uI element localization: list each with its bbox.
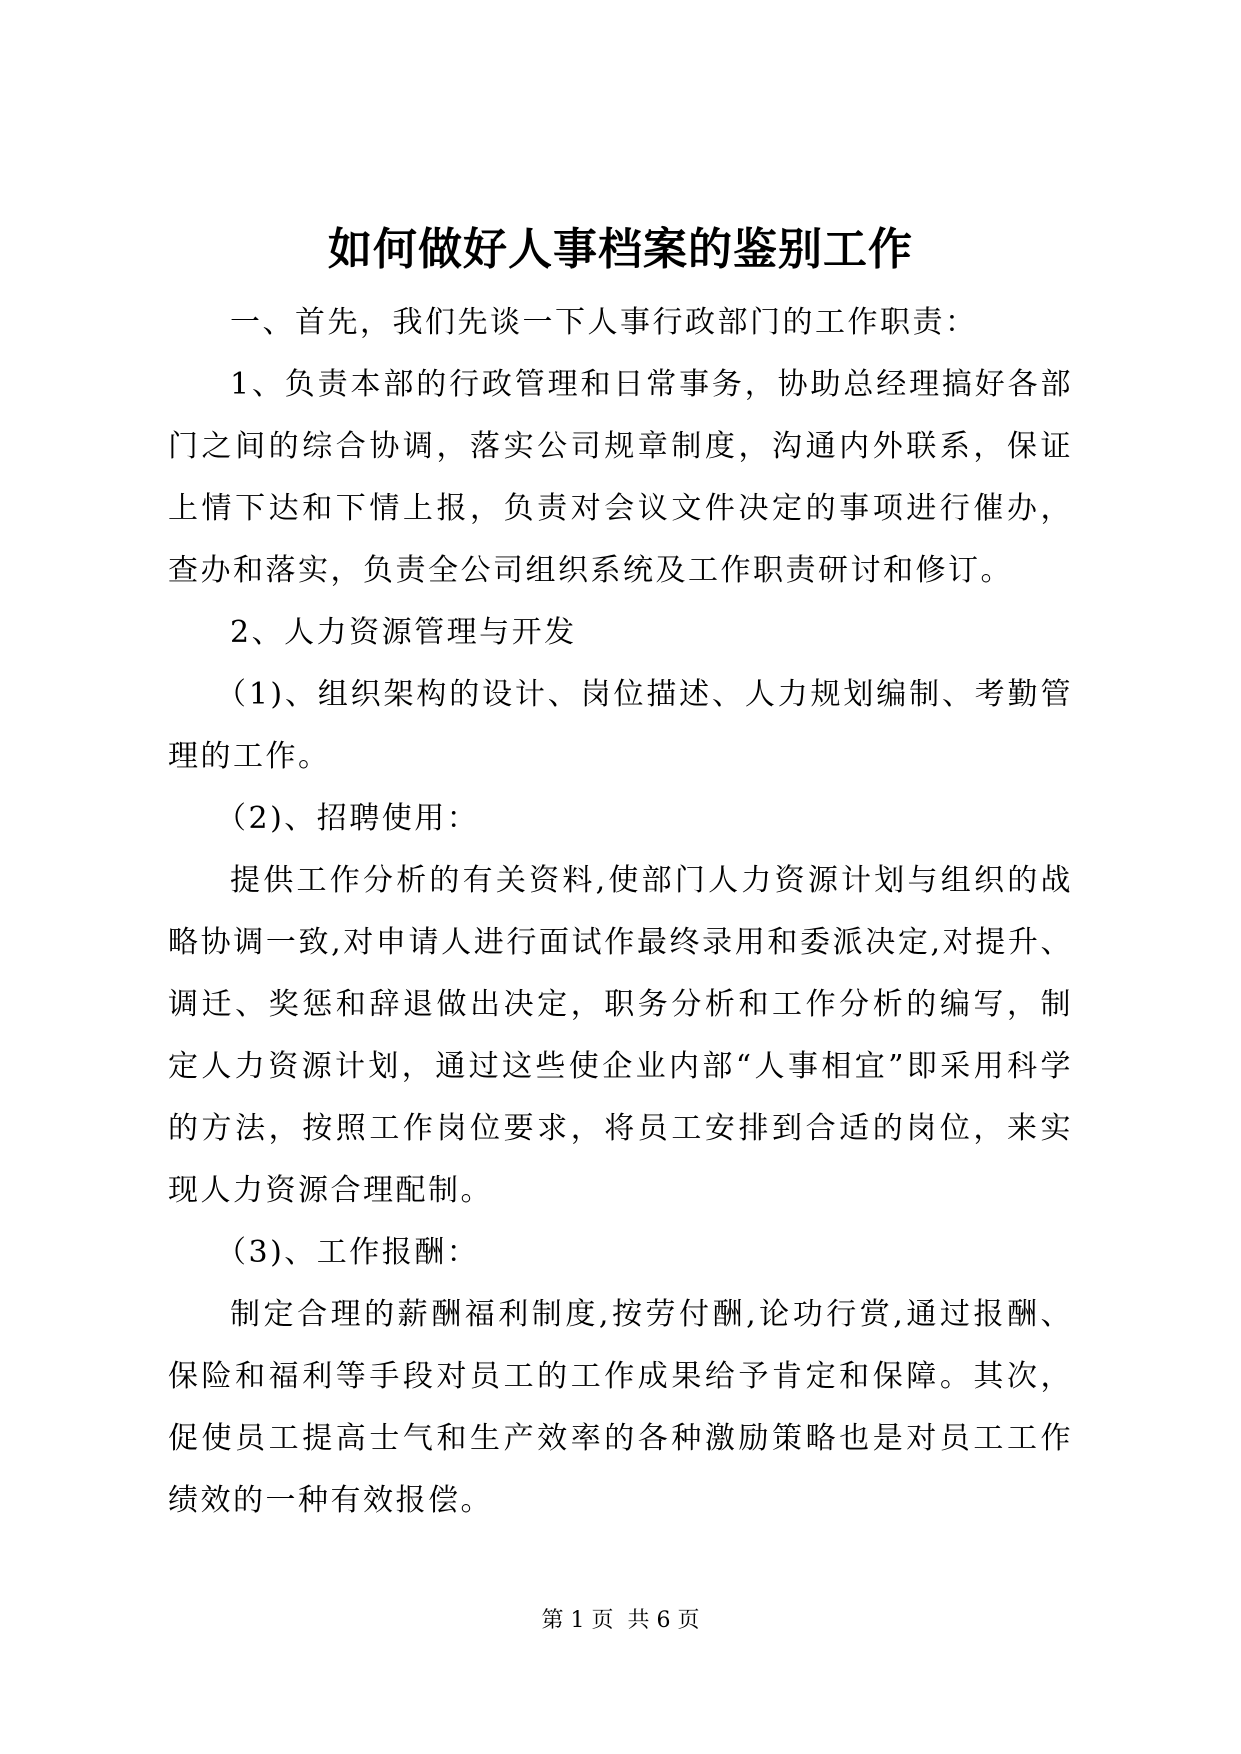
paragraph-subitem-3-heading: （3)、工作报酬： (216, 1235, 480, 1270)
document-title: 如何做好人事档案的鉴别工作 (328, 224, 913, 275)
document-body (168, 292, 1073, 1532)
paragraph-compensation-body: 制定合理的薪酬福利制度,按劳付酬,论功行赏,通过报酬、保险和福利等手段对员工的工作成果给予肯定和保障。其次，促使员工提高士气和生产效率的各种激励策略也是对员工工作绩效的一种有效报偿。 (168, 1297, 1073, 1518)
paragraph-subitem-1: （1)、组织架构的设计、岗位描述、人力规划编制、考勤管理的工作。 (168, 677, 1073, 774)
paragraph-item-2-heading: 2、人力资源管理与开发 (230, 615, 577, 650)
page-number: 第 1 页 共 6 页 (541, 1608, 700, 1633)
paragraph-section-heading: 一、首先，我们先谈一下人事行政部门的工作职责： (230, 305, 978, 340)
paragraph-recruitment-body: 提供工作分析的有关资料,使部门人力资源计划与组织的战略协调一致,对申请人进行面试作最终录用和委派决定,对提升、调迁、奖惩和辞退做出决定，职务分析和工作分析的编写，制定人力资源计划，通过这些使企业内部“人事相宜”即采用科学的方法，按照工作岗位要求，将员工安排到合适的岗位，来实现人力资源合理配制。 (168, 863, 1073, 1208)
paragraph-subitem-2-heading: （2)、招聘使用： (216, 801, 480, 836)
page-footer (0, 1606, 1241, 1636)
paragraph-item-1: 1、负责本部的行政管理和日常事务，协助总经理搞好各部门之间的综合协调，落实公司规章制度，沟通内外联系，保证上情下达和下情上报，负责对会议文件决定的事项进行催办，查办和落实，负责全公司组织系统及工作职责研讨和修订。 (168, 367, 1073, 588)
